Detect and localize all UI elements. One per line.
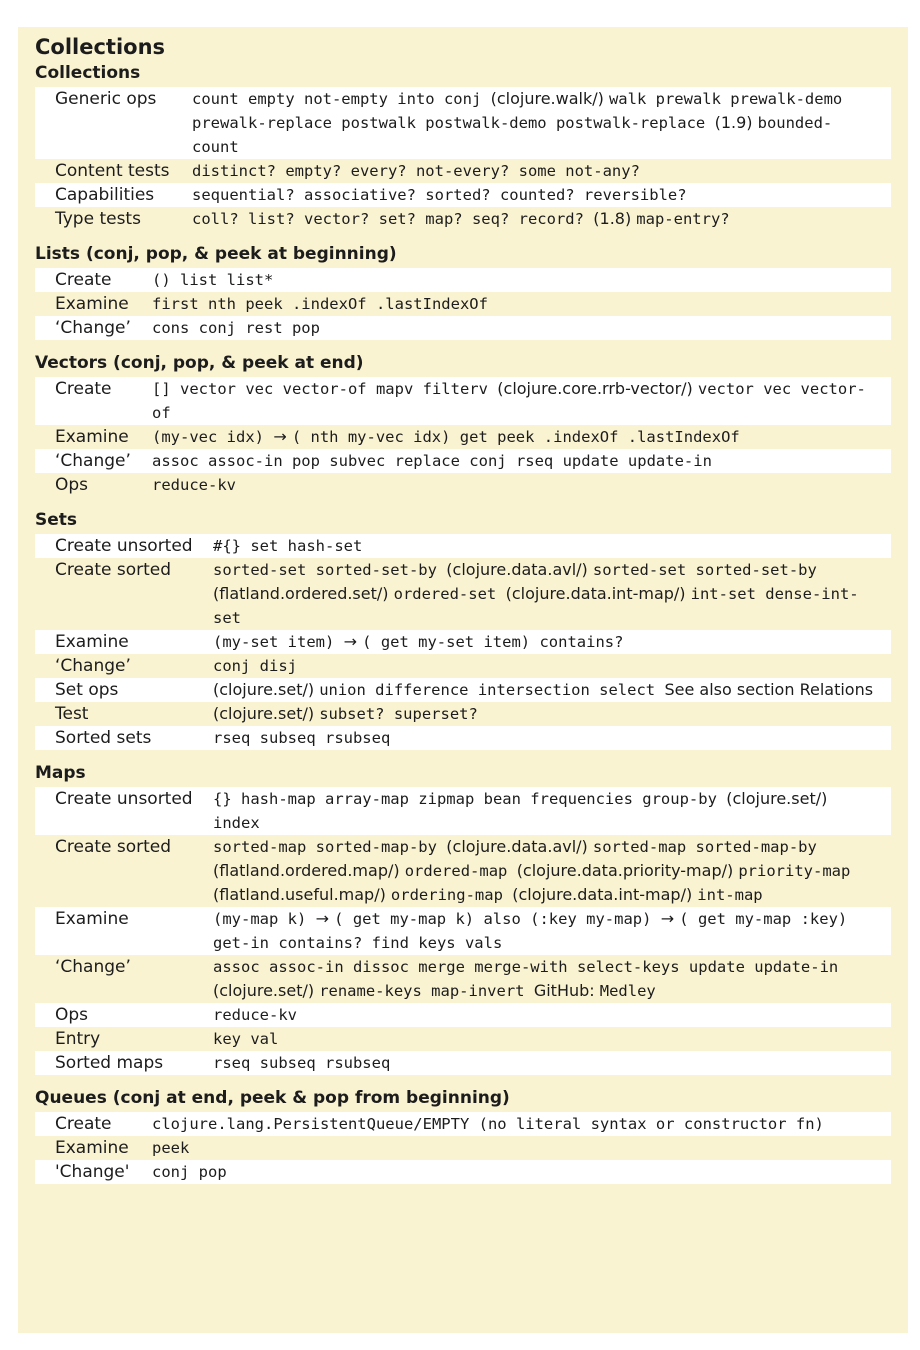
table-row <box>35 907 891 955</box>
function-names: {} hash-map array-map zipmap bean frequencies group-by <box>213 790 727 808</box>
function-names: ordered-map <box>404 862 517 880</box>
function-names: (my-vec idx) <box>152 428 274 446</box>
row-functions <box>152 449 891 473</box>
row-label: Test <box>35 702 213 726</box>
namespace-note: (clojure.data.priority-map/) <box>516 861 739 880</box>
function-names: sorted-set sorted-set-by <box>213 561 447 579</box>
section-table <box>35 268 891 340</box>
function-names: ( get my-set item) contains? <box>362 633 624 651</box>
table-row <box>35 316 891 340</box>
page-title: Collections <box>35 35 166 59</box>
row-label: Create sorted <box>35 558 213 630</box>
row-label: Ops <box>35 473 152 497</box>
row-functions <box>213 630 891 654</box>
row-functions <box>213 702 891 726</box>
row-label: ‘Change’ <box>35 654 213 678</box>
function-names: rseq subseq rsubseq <box>213 729 391 747</box>
function-names: reduce-kv <box>152 476 236 494</box>
function-names: distinct? empty? every? not-every? some not-any? <box>192 162 640 180</box>
table-row <box>35 268 891 292</box>
function-names: () list list* <box>152 271 274 289</box>
function-names: assoc assoc-in pop subvec replace conj rseq update update-in <box>152 452 712 470</box>
namespace-note: (clojure.set/) <box>213 704 320 723</box>
function-names: vector vec vector-of <box>152 380 866 422</box>
namespace-note: → <box>660 909 680 928</box>
table-row <box>35 1003 891 1027</box>
row-label: Set ops <box>35 678 213 702</box>
namespace-note: (clojure.data.int-map/) <box>512 885 698 904</box>
function-names: sequential? associative? sorted? counted? reversible? <box>192 186 687 204</box>
function-names: sorted-map sorted-map-by <box>213 838 447 856</box>
row-functions <box>213 1027 891 1051</box>
row-label: ‘Change’ <box>35 955 213 1003</box>
table-row <box>35 787 891 835</box>
function-names: int-map <box>697 886 763 904</box>
namespace-note: → <box>315 909 335 928</box>
namespace-note: (flatland.ordered.set/) <box>213 584 394 603</box>
function-names: ordering-map <box>390 886 513 904</box>
namespace-note: (clojure.walk/) <box>490 89 609 108</box>
row-functions <box>192 207 891 231</box>
function-names: rename-keys map-invert <box>319 982 534 1000</box>
table-row <box>35 449 891 473</box>
row-functions <box>213 1051 891 1075</box>
table-row <box>35 183 891 207</box>
namespace-note: (flatland.ordered.map/) <box>213 861 405 880</box>
table-row <box>35 726 891 750</box>
function-names: ( get my-map k) also (:key my-map) <box>334 910 661 928</box>
function-names: (my-set item) <box>213 633 344 651</box>
row-functions <box>213 835 891 907</box>
namespace-note: GitHub: <box>533 981 600 1000</box>
function-names: subset? superset? <box>319 705 478 723</box>
function-names: sorted-map sorted-map-by <box>592 838 817 856</box>
row-label: Examine <box>35 1136 152 1160</box>
row-label: 'Change' <box>35 1160 152 1184</box>
row-functions <box>213 558 891 630</box>
namespace-note: See also section Relations <box>664 680 874 699</box>
table-row <box>35 835 891 907</box>
row-functions <box>213 654 891 678</box>
row-functions <box>213 787 891 835</box>
namespace-note: (clojure.core.rrb-vector/) <box>497 379 698 398</box>
row-functions <box>213 907 891 955</box>
section-title: Sets <box>35 510 78 530</box>
table-row <box>35 473 891 497</box>
namespace-note: → <box>343 632 363 651</box>
row-functions <box>213 534 891 558</box>
row-label: Sorted sets <box>35 726 213 750</box>
row-label: Create unsorted <box>35 787 213 835</box>
row-functions <box>152 268 891 292</box>
function-names: peek <box>152 1139 190 1157</box>
row-functions <box>213 1003 891 1027</box>
section-table <box>35 787 891 1075</box>
row-label: Entry <box>35 1027 213 1051</box>
section-table <box>35 1112 891 1184</box>
table-row <box>35 87 891 159</box>
row-label: Capabilities <box>35 183 192 207</box>
function-names: clojure.lang.PersistentQueue/EMPTY (no literal syntax or constructor fn) <box>152 1115 824 1133</box>
namespace-note: (clojure.data.avl/) <box>446 837 593 856</box>
function-names: conj pop <box>152 1163 227 1181</box>
row-label: Create sorted <box>35 835 213 907</box>
function-names: index <box>213 814 260 832</box>
row-label: Ops <box>35 1003 213 1027</box>
function-names: Medley <box>599 982 656 1000</box>
table-row <box>35 955 891 1003</box>
namespace-note: (clojure.data.avl/) <box>446 560 593 579</box>
row-label: Create unsorted <box>35 534 213 558</box>
table-row <box>35 558 891 630</box>
cheatsheet-panel <box>18 27 908 1333</box>
function-names: priority-map <box>738 862 851 880</box>
function-names: coll? list? vector? set? map? seq? record? <box>192 210 594 228</box>
section-collections <box>35 62 891 231</box>
table-row <box>35 1136 891 1160</box>
row-functions <box>152 425 891 449</box>
row-functions <box>213 726 891 750</box>
row-label: Create <box>35 377 152 425</box>
section-table <box>35 377 891 497</box>
section-vectors <box>35 352 891 497</box>
namespace-note: (clojure.set/) <box>213 981 320 1000</box>
function-names: map-entry? <box>636 210 730 228</box>
table-row <box>35 702 891 726</box>
table-row <box>35 630 891 654</box>
function-names: walk prewalk prewalk-demo prewalk-replace postwalk postwalk-demo postwalk-replace <box>192 90 843 132</box>
table-row <box>35 159 891 183</box>
function-names: assoc assoc-in dissoc merge merge-with select-keys update update-in <box>213 958 839 976</box>
namespace-note: (flatland.useful.map/) <box>213 885 391 904</box>
section-lists <box>35 243 891 340</box>
row-label: Examine <box>35 425 152 449</box>
section-title: Queues (conj at end, peek & pop from beginning) <box>35 1088 510 1108</box>
row-functions <box>192 159 891 183</box>
row-functions <box>152 292 891 316</box>
row-label: Create <box>35 268 152 292</box>
function-names: count empty not-empty into conj <box>192 90 491 108</box>
row-functions <box>152 1136 891 1160</box>
row-label: Generic ops <box>35 87 192 159</box>
function-names: rseq subseq rsubseq <box>213 1054 391 1072</box>
section-queues <box>35 1087 891 1184</box>
function-names: (my-map k) <box>213 910 316 928</box>
function-names: conj disj <box>213 657 297 675</box>
row-label: ‘Change’ <box>35 316 152 340</box>
table-row <box>35 654 891 678</box>
function-names: ordered-set <box>393 585 506 603</box>
table-row <box>35 207 891 231</box>
section-title: Collections <box>35 63 141 83</box>
table-row <box>35 1051 891 1075</box>
section-maps <box>35 762 891 1075</box>
row-label: Sorted maps <box>35 1051 213 1075</box>
table-row <box>35 425 891 449</box>
namespace-note: (1.8) <box>593 209 637 228</box>
section-table <box>35 534 891 750</box>
row-functions <box>152 473 891 497</box>
section-title: Maps <box>35 763 86 783</box>
function-names: union difference intersection select <box>319 681 665 699</box>
namespace-note: (clojure.data.int-map/) <box>505 584 691 603</box>
row-functions <box>213 955 891 1003</box>
function-names: #{} set hash-set <box>213 537 363 555</box>
section-title: Vectors (conj, pop, & peek at end) <box>35 353 364 373</box>
section-title: Lists (conj, pop, & peek at beginning) <box>35 244 397 264</box>
table-row <box>35 678 891 702</box>
function-names: [] vector vec vector-of mapv filterv <box>152 380 498 398</box>
table-row <box>35 1112 891 1136</box>
row-label: Examine <box>35 907 213 955</box>
table-row <box>35 292 891 316</box>
section-table <box>35 87 891 231</box>
table-row <box>35 1027 891 1051</box>
row-functions <box>192 87 891 159</box>
table-row <box>35 377 891 425</box>
function-names: key val <box>213 1030 279 1048</box>
row-functions <box>192 183 891 207</box>
function-names: first nth peek .indexOf .lastIndexOf <box>152 295 488 313</box>
function-names: cons conj rest pop <box>152 319 320 337</box>
namespace-note: → <box>273 427 292 446</box>
namespace-note: (clojure.set/) <box>726 789 828 808</box>
row-label: Create <box>35 1112 152 1136</box>
function-names: sorted-set sorted-set-by <box>592 561 817 579</box>
row-label: ‘Change’ <box>35 449 152 473</box>
function-names: ( get my-map :key) get-in contains? find keys vals <box>213 910 848 952</box>
section-sets <box>35 509 891 750</box>
row-functions <box>213 678 891 702</box>
namespace-note: (clojure.set/) <box>213 680 320 699</box>
sections-container <box>35 62 891 1184</box>
row-label: Examine <box>35 630 213 654</box>
row-functions <box>152 1160 891 1184</box>
table-row <box>35 534 891 558</box>
function-names: reduce-kv <box>213 1006 297 1024</box>
table-row <box>35 1160 891 1184</box>
row-functions <box>152 316 891 340</box>
row-label: Content tests <box>35 159 192 183</box>
row-functions <box>152 1112 891 1136</box>
row-label: Examine <box>35 292 152 316</box>
namespace-note: (1.9) <box>714 113 758 132</box>
function-names: bounded-count <box>192 114 833 156</box>
function-names: ( nth my-vec idx) get peek .indexOf .lastIndexOf <box>291 428 740 446</box>
function-names: int-set dense-int-set <box>213 585 859 627</box>
row-functions <box>152 377 891 425</box>
row-label: Type tests <box>35 207 192 231</box>
